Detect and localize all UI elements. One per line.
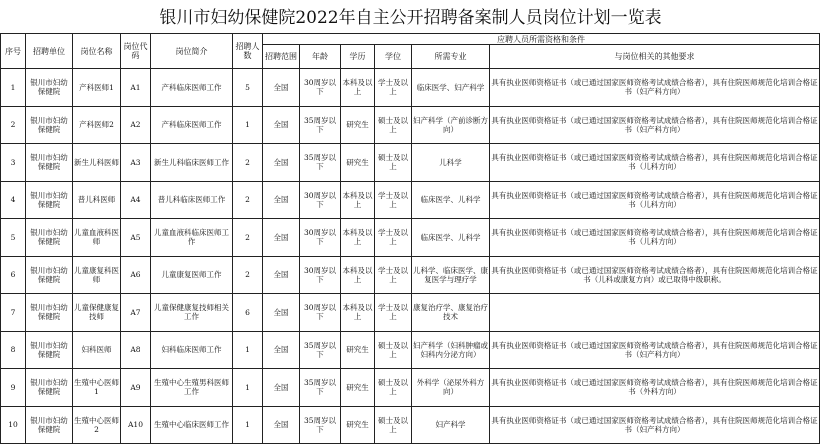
cell-position-name: 产科医师2 bbox=[73, 106, 121, 144]
cell-unit: 银川市妇幼保健院 bbox=[26, 69, 73, 107]
cell-education: 本科及以上 bbox=[341, 256, 375, 294]
cell-education: 研究生 bbox=[341, 331, 375, 369]
cell-position-intro: 生殖中心生殖男科医师工作 bbox=[151, 369, 233, 407]
cell-education: 研究生 bbox=[341, 369, 375, 407]
cell-position-intro: 妇科临床医师工作 bbox=[151, 331, 233, 369]
table-row bbox=[1, 294, 820, 332]
table-body bbox=[1, 69, 820, 444]
table-row bbox=[1, 406, 820, 444]
cell-other-requirements: 具有执业医师资格证书（或已通过国家医师资格考试成绩合格者），具有住院医师规范化培训合格证书（儿科方向） bbox=[490, 219, 820, 257]
recruitment-table bbox=[0, 33, 820, 444]
cell-scope: 全国 bbox=[263, 181, 300, 219]
cell-seq: 4 bbox=[1, 181, 26, 219]
cell-position-name: 新生儿科医师 bbox=[73, 144, 121, 182]
cell-position-name: 生殖中心医师1 bbox=[73, 369, 121, 407]
cell-position-intro: 产科临床医师工作 bbox=[151, 106, 233, 144]
cell-education: 本科及以上 bbox=[341, 69, 375, 107]
cell-position-intro: 儿童保健康复技师相关工作 bbox=[151, 294, 233, 332]
header-major: 所需专业 bbox=[412, 45, 490, 69]
cell-age: 35周岁以下 bbox=[300, 369, 341, 407]
cell-degree: 学士及以上 bbox=[375, 256, 412, 294]
cell-position-intro: 普儿科临床医师工作 bbox=[151, 181, 233, 219]
cell-degree: 学士及以上 bbox=[375, 294, 412, 332]
cell-scope: 全国 bbox=[263, 69, 300, 107]
cell-position-name: 产科医师1 bbox=[73, 69, 121, 107]
cell-unit: 银川市妇幼保健院 bbox=[26, 294, 73, 332]
cell-count: 1 bbox=[233, 369, 263, 407]
cell-major: 临床医学、儿科学 bbox=[412, 181, 490, 219]
cell-degree: 硕士及以上 bbox=[375, 369, 412, 407]
table-row bbox=[1, 369, 820, 407]
cell-scope: 全国 bbox=[263, 106, 300, 144]
cell-age: 35周岁以下 bbox=[300, 144, 341, 182]
cell-unit: 银川市妇幼保健院 bbox=[26, 144, 73, 182]
cell-count: 6 bbox=[233, 294, 263, 332]
cell-position-code: A10 bbox=[121, 406, 151, 444]
table-row bbox=[1, 144, 820, 182]
cell-scope: 全国 bbox=[263, 406, 300, 444]
cell-count: 2 bbox=[233, 219, 263, 257]
header-age: 年龄 bbox=[300, 45, 341, 69]
cell-unit: 银川市妇幼保健院 bbox=[26, 219, 73, 257]
cell-unit: 银川市妇幼保健院 bbox=[26, 406, 73, 444]
cell-seq: 10 bbox=[1, 406, 26, 444]
cell-count: 2 bbox=[233, 144, 263, 182]
cell-other-requirements: 具有执业医师资格证书（或已通过国家医师资格考试成绩合格者），具有住院医师规范化培训合格证书（儿科方向） bbox=[490, 144, 820, 182]
cell-degree: 学士及以上 bbox=[375, 69, 412, 107]
cell-other-requirements: 具有执业医师资格证书（或已通过国家医师资格考试成绩合格者），具有住院医师规范化培训合格证书（妇产科方向） bbox=[490, 331, 820, 369]
cell-degree: 学士及以上 bbox=[375, 219, 412, 257]
cell-position-intro: 生殖中心临床医师工作 bbox=[151, 406, 233, 444]
cell-education: 研究生 bbox=[341, 106, 375, 144]
cell-major: 妇产科学（妇科肿瘤或妇科内分泌方向） bbox=[412, 331, 490, 369]
cell-position-code: A8 bbox=[121, 331, 151, 369]
cell-position-code: A7 bbox=[121, 294, 151, 332]
cell-count: 1 bbox=[233, 331, 263, 369]
cell-unit: 银川市妇幼保健院 bbox=[26, 331, 73, 369]
cell-scope: 全国 bbox=[263, 369, 300, 407]
cell-position-intro: 儿童血液科临床医师工作 bbox=[151, 219, 233, 257]
cell-age: 35周岁以下 bbox=[300, 106, 341, 144]
cell-seq: 9 bbox=[1, 369, 26, 407]
cell-seq: 2 bbox=[1, 106, 26, 144]
cell-seq: 8 bbox=[1, 331, 26, 369]
cell-education: 本科及以上 bbox=[341, 294, 375, 332]
document-title: 银川市妇幼保健院2022年自主公开招聘备案制人员岗位计划一览表 bbox=[159, 8, 662, 28]
header-degree: 学位 bbox=[375, 45, 412, 69]
cell-education: 研究生 bbox=[341, 144, 375, 182]
header-other-requirements: 与岗位相关的其他要求 bbox=[490, 45, 820, 69]
header-position-name: 岗位名称 bbox=[73, 34, 121, 69]
cell-degree: 硕士及以上 bbox=[375, 144, 412, 182]
header-position-code: 岗位代码 bbox=[121, 34, 151, 69]
cell-position-code: A2 bbox=[121, 106, 151, 144]
cell-count: 5 bbox=[233, 69, 263, 107]
cell-major: 临床医学、儿科学 bbox=[412, 219, 490, 257]
cell-position-code: A3 bbox=[121, 144, 151, 182]
cell-count: 2 bbox=[233, 256, 263, 294]
cell-degree: 学士及以上 bbox=[375, 181, 412, 219]
cell-position-name: 普儿科医师 bbox=[73, 181, 121, 219]
header-position-intro: 岗位简介 bbox=[151, 34, 233, 69]
cell-position-intro: 产科临床医师工作 bbox=[151, 69, 233, 107]
cell-education: 本科及以上 bbox=[341, 181, 375, 219]
cell-scope: 全国 bbox=[263, 219, 300, 257]
cell-major: 儿科学、临床医学、康复医学与理疗学 bbox=[412, 256, 490, 294]
cell-scope: 全国 bbox=[263, 294, 300, 332]
table-row bbox=[1, 256, 820, 294]
header-education: 学历 bbox=[341, 45, 375, 69]
cell-age: 30周岁以下 bbox=[300, 181, 341, 219]
cell-education: 研究生 bbox=[341, 406, 375, 444]
cell-age: 35周岁以下 bbox=[300, 406, 341, 444]
header-count: 招聘人数 bbox=[233, 34, 263, 69]
cell-other-requirements: 具有执业医师资格证书（或已通过国家医师资格考试成绩合格者），具有住院医师规范化培训合格证书（妇产科方向） bbox=[490, 406, 820, 444]
cell-unit: 银川市妇幼保健院 bbox=[26, 181, 73, 219]
cell-age: 35周岁以下 bbox=[300, 331, 341, 369]
cell-position-name: 儿童保健康复技师 bbox=[73, 294, 121, 332]
header-seq: 序号 bbox=[1, 34, 26, 69]
header-requirements-group: 应聘人员所需资格和条件 bbox=[263, 34, 820, 45]
cell-seq: 1 bbox=[1, 69, 26, 107]
cell-unit: 银川市妇幼保健院 bbox=[26, 369, 73, 407]
cell-age: 30周岁以下 bbox=[300, 294, 341, 332]
cell-scope: 全国 bbox=[263, 256, 300, 294]
cell-degree: 硕士及以上 bbox=[375, 406, 412, 444]
cell-age: 30周岁以下 bbox=[300, 256, 341, 294]
table-row bbox=[1, 106, 820, 144]
cell-major: 临床医学、妇产科学 bbox=[412, 69, 490, 107]
cell-position-name: 妇科医师 bbox=[73, 331, 121, 369]
cell-position-intro: 新生儿科临床医师工作 bbox=[151, 144, 233, 182]
cell-position-code: A5 bbox=[121, 219, 151, 257]
cell-education: 本科及以上 bbox=[341, 219, 375, 257]
cell-other-requirements: 具有执业医师资格证书（或已通过国家医师资格考试成绩合格者），具有住院医师规范化培训合格证书（妇产科方向） bbox=[490, 69, 820, 107]
header-scope: 招聘范围 bbox=[263, 45, 300, 69]
cell-other-requirements: 具有执业医师资格证书（或已通过国家医师资格考试成绩合格者），具有住院医师规范化培训合格证书（外科方向） bbox=[490, 369, 820, 407]
cell-other-requirements: 具有执业医师资格证书（或已通过国家医师资格考试成绩合格者），具有住院医师规范化培训合格证书（儿科或康复方向）或已取得中级职称。 bbox=[490, 256, 820, 294]
cell-seq: 5 bbox=[1, 219, 26, 257]
cell-major: 妇产科学（产前诊断方向） bbox=[412, 106, 490, 144]
cell-seq: 7 bbox=[1, 294, 26, 332]
cell-age: 30周岁以下 bbox=[300, 219, 341, 257]
cell-unit: 银川市妇幼保健院 bbox=[26, 106, 73, 144]
table-row bbox=[1, 181, 820, 219]
cell-position-name: 生殖中心医师2 bbox=[73, 406, 121, 444]
cell-other-requirements: 具有执业医师资格证书（或已通过国家医师资格考试成绩合格者），具有住院医师规范化培训合格证书（妇产科方向） bbox=[490, 106, 820, 144]
cell-position-code: A9 bbox=[121, 369, 151, 407]
cell-position-intro: 儿童康复医师工作 bbox=[151, 256, 233, 294]
cell-seq: 6 bbox=[1, 256, 26, 294]
cell-position-code: A4 bbox=[121, 181, 151, 219]
cell-scope: 全国 bbox=[263, 331, 300, 369]
cell-other-requirements bbox=[490, 294, 820, 332]
cell-major: 儿科学 bbox=[412, 144, 490, 182]
cell-other-requirements: 具有执业医师资格证书（或已通过国家医师资格考试成绩合格者），具有住院医师规范化培训合格证书（儿科方向） bbox=[490, 181, 820, 219]
cell-major: 康复治疗学、康复治疗技术 bbox=[412, 294, 490, 332]
table-row bbox=[1, 331, 820, 369]
cell-major: 外科学（泌尿外科方向） bbox=[412, 369, 490, 407]
cell-age: 30周岁以下 bbox=[300, 69, 341, 107]
cell-count: 2 bbox=[233, 181, 263, 219]
cell-degree: 硕士及以上 bbox=[375, 331, 412, 369]
cell-position-code: A1 bbox=[121, 69, 151, 107]
cell-position-code: A6 bbox=[121, 256, 151, 294]
header-row-1 bbox=[1, 34, 820, 45]
cell-count: 1 bbox=[233, 106, 263, 144]
table-row bbox=[1, 219, 820, 257]
cell-position-name: 儿童康复科医师 bbox=[73, 256, 121, 294]
header-unit: 招聘单位 bbox=[26, 34, 73, 69]
cell-seq: 3 bbox=[1, 144, 26, 182]
cell-degree: 硕士及以上 bbox=[375, 106, 412, 144]
cell-count: 1 bbox=[233, 406, 263, 444]
cell-major: 妇产科学 bbox=[412, 406, 490, 444]
cell-unit: 银川市妇幼保健院 bbox=[26, 256, 73, 294]
table-row bbox=[1, 69, 820, 107]
cell-position-name: 儿童血液科医师 bbox=[73, 219, 121, 257]
cell-scope: 全国 bbox=[263, 144, 300, 182]
